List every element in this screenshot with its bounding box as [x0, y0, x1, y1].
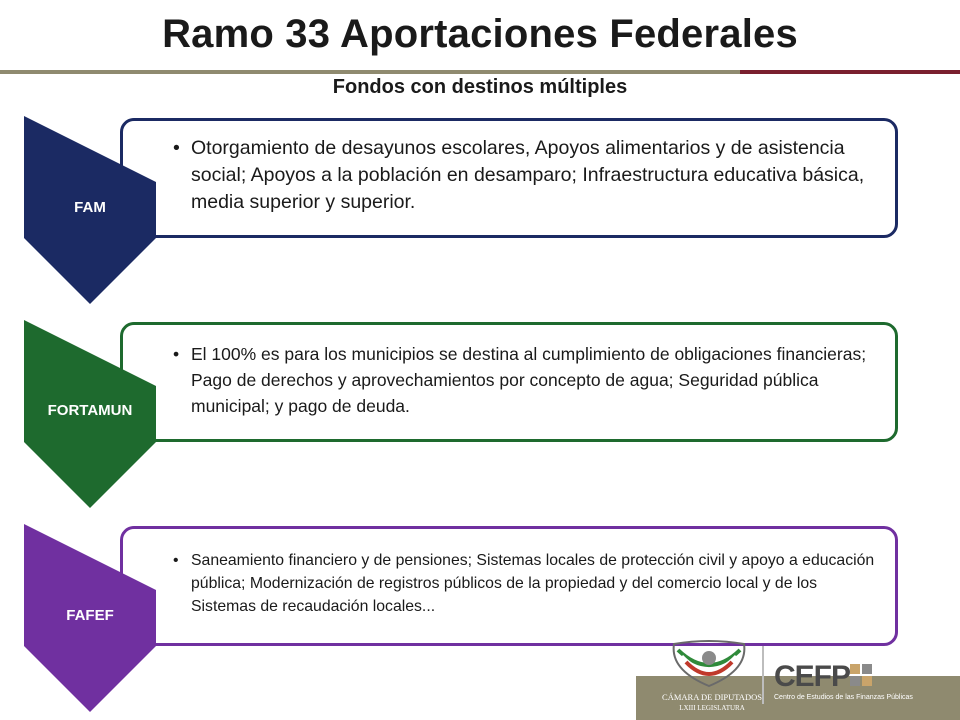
logos-area	[650, 640, 960, 720]
fortamun-description-text: • El 100% es para los municipios se destina al cumplimiento de obligaciones financieras; Pago de derechos y aprovechamientos por concepto de agua; Seguridad pública municipal; y pago de deuda.	[173, 341, 877, 419]
cefp-subtitle: Centro de Estudios de las Finanzas Públicas	[774, 694, 913, 701]
fortamun-description-box	[120, 322, 898, 442]
fam-description-text: • Otorgamiento de desayunos escolares, Apoyos alimentarios y de asistencia social; Apoyos a la población en desamparo; Infraestructura educativa básica, media superior y superior.	[173, 135, 877, 216]
fafef-description-box	[120, 526, 898, 646]
cefp-grid-icon	[850, 664, 874, 688]
title-rule-right	[740, 70, 960, 74]
cefp-logo: CEFP	[774, 660, 851, 693]
page-subtitle: Fondos con destinos múltiples	[332, 76, 628, 98]
camara-name: CÁMARA DE DIPUTADOS	[662, 692, 762, 702]
fam-label: FAM	[74, 199, 106, 216]
fortamun-label: FORTAMUN	[47, 402, 133, 419]
logo-divider	[762, 646, 764, 704]
camara-legislatura: LXIII LEGISLATURA	[679, 704, 745, 712]
fafef-label: FAFEF	[66, 607, 114, 624]
title-rule-left	[0, 70, 740, 74]
fam-description-box	[120, 118, 898, 238]
fafef-description-text: • Saneamiento financiero y de pensiones; Sistemas locales de protección civil y apoyo a educación pública; Modernización de registros públicos de la propiedad y del comercio local y de los Sistemas de recaudación locales...	[173, 549, 877, 618]
page-title: Ramo 33 Aportaciones Federales	[162, 12, 798, 56]
mexico-seal-logo	[664, 640, 754, 688]
